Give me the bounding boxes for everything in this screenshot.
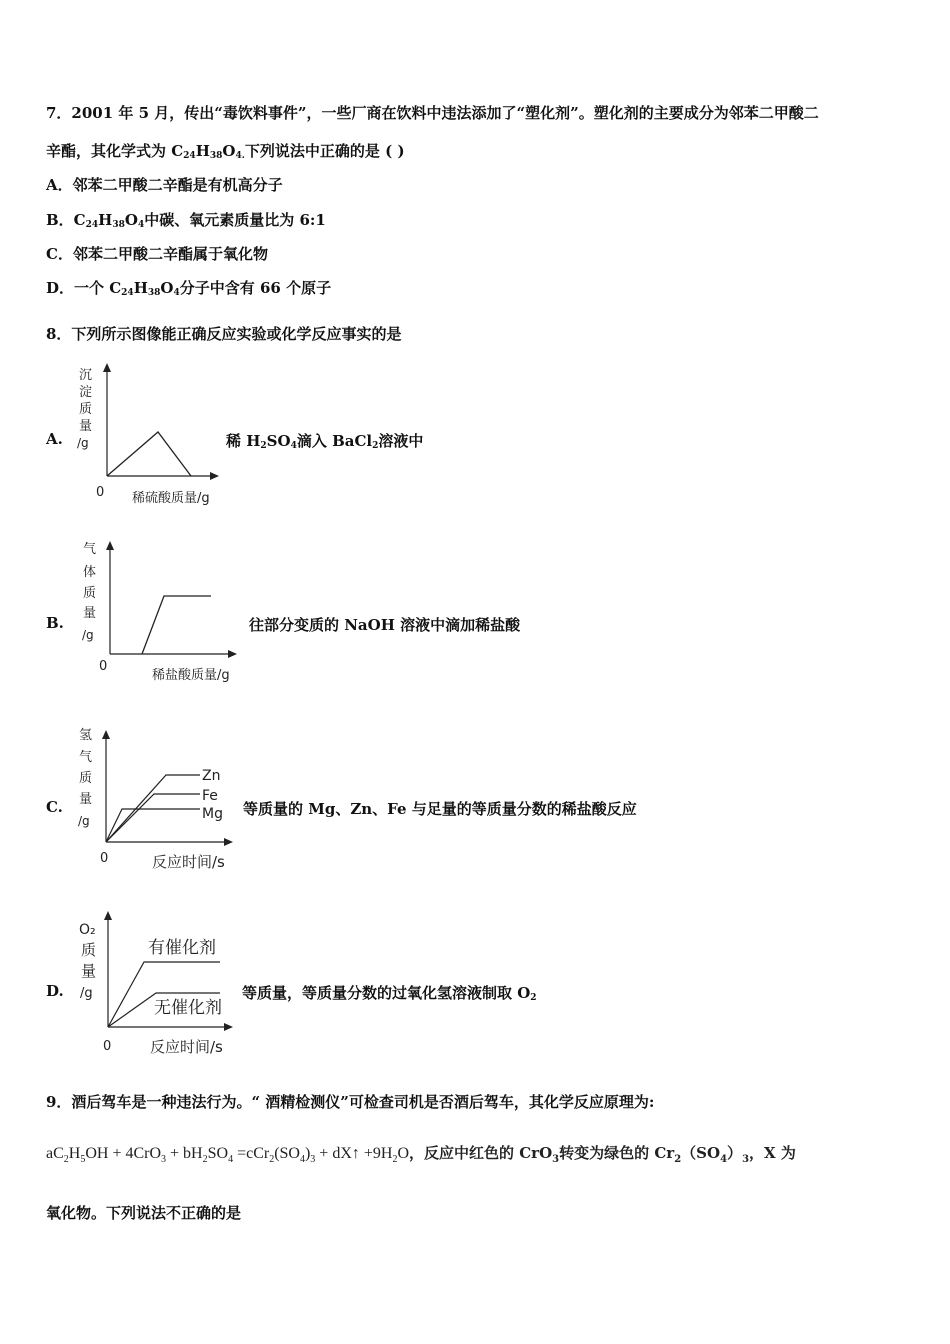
graph-c-x-arrow	[224, 838, 233, 846]
graph-a-y-arrow	[103, 363, 111, 372]
q7-option-c[interactable]: C．邻苯二甲酸二辛酯属于氧化物	[46, 245, 268, 263]
graph-b-x-arrow	[228, 650, 237, 658]
q9-stem: 9．酒后驾车是一种违法行为。“ 酒精检测仪”可检查司机是否酒后驾车，其化学反应原理为:	[46, 1093, 655, 1111]
graph-d-xlabel: 反应时间/s	[150, 1038, 223, 1056]
graph-b-ylabel-0: 气	[83, 542, 97, 557]
q7-option-b[interactable]: B．$C_{24}H_{38}O_4$中碳、氧元素质量比为 6:1	[46, 211, 326, 230]
q8-option-b-desc: 往部分变质的 NaOH 溶液中滴加稀盐酸	[249, 616, 521, 634]
graph-b-curve	[142, 596, 211, 654]
graph-c-legend-mg: Mg	[202, 806, 223, 822]
graph-d-legend-catalyst: 有催化剂	[148, 938, 216, 958]
graph-c-ylabel-4: /g	[78, 814, 90, 828]
graph-c-legend-fe: Fe	[202, 788, 218, 804]
q8-graph-d	[70, 905, 250, 1055]
graph-a-ylabel-3: 量	[79, 419, 93, 434]
q9-stem-line3: 氧化物。下列说法不正确的是	[46, 1204, 242, 1222]
q8-graph-c	[70, 722, 250, 872]
graph-a-origin: 0	[96, 485, 105, 500]
graph-d-ylabel-0: O₂	[79, 922, 96, 938]
q8-option-d-desc: 等质量，等质量分数的过氧化氢溶液制取 $O_2$	[242, 984, 537, 1003]
q7-option-d[interactable]: D．一个 $C_{24}H_{38}O_4$分子中含有 66 个原子	[46, 279, 332, 298]
q7-option-a[interactable]: A．邻苯二甲酸二辛酯是有机高分子	[46, 176, 283, 194]
graph-d-ylabel-3: /g	[80, 986, 93, 1001]
q8-option-a-label[interactable]: A.	[46, 430, 63, 448]
graph-c-curve-fe	[106, 794, 200, 842]
graph-c-ylabel-1: 气	[79, 750, 93, 765]
graph-a-ylabel-4: /g	[77, 436, 89, 450]
graph-d-x-arrow	[224, 1023, 233, 1031]
graph-a-x-arrow	[210, 472, 219, 480]
q8-graph-a	[70, 360, 230, 510]
q8-graph-b	[70, 536, 250, 686]
graph-c-y-arrow	[102, 730, 110, 739]
graph-b-ylabel-2: 质	[83, 586, 97, 601]
graph-a-ylabel-2: 质	[79, 402, 93, 417]
graph-a-curve	[107, 432, 191, 476]
graph-b-ylabel-1: 体	[83, 565, 97, 580]
q7-stem-line2: 辛酯，其化学式为 $C_{24}H_{38}O_{4.}$下列说法中正确的是 ( )	[46, 142, 405, 161]
graph-b-xlabel: 稀盐酸质量/g	[152, 668, 230, 683]
graph-c-ylabel-3: 量	[79, 792, 93, 807]
q8-option-a-desc: 稀 $H_2SO_4$滴入 BaCl$_2$溶液中	[226, 432, 424, 451]
q8-option-d-label[interactable]: D.	[46, 982, 64, 1000]
q8-option-c-desc: 等质量的 Mg、Zn、Fe 与足量的等质量分数的稀盐酸反应	[243, 800, 637, 818]
q8-option-b-label[interactable]: B.	[46, 614, 64, 632]
graph-a-ylabel-0: 沉	[79, 368, 93, 383]
graph-d-ylabel-2: 量	[81, 962, 97, 980]
q8-option-c-label[interactable]: C.	[46, 798, 63, 816]
graph-b-ylabel-3: 量	[83, 606, 97, 621]
graph-a-xlabel: 稀硫酸质量/g	[132, 491, 210, 506]
q8-stem: 8．下列所示图像能正确反应实验或化学反应事实的是	[46, 325, 402, 343]
graph-c-origin: 0	[100, 851, 109, 866]
graph-c-legend-zn: Zn	[202, 768, 221, 784]
graph-b-ylabel-4: /g	[82, 628, 94, 642]
graph-c-xlabel: 反应时间/s	[152, 853, 225, 871]
graph-a-ylabel-1: 淀	[79, 385, 93, 400]
graph-c-ylabel-0: 氢	[79, 728, 93, 743]
q9-equation-tail: ，反应中红色的 CrO$_3$转变为绿色的 $Cr_2(SO_4)_3$，X 为	[409, 1144, 796, 1165]
graph-b-y-arrow	[106, 541, 114, 550]
graph-d-ylabel-1: 质	[81, 941, 97, 959]
graph-d-legend-no-catalyst: 无催化剂	[154, 998, 222, 1018]
q9-reaction-equation: $aC_2H_5OH + 4CrO_3 + bH_2SO_4 =cCr_2(SO_4)_3$ + dX↑ $+9H_2O$，反应中红色的 CrO$_3$转变为绿色的 $Cr_2(SO_4)_3$，X 为	[46, 1144, 796, 1165]
q7-stem-line1: 7．2001 年 5 月，传出“毒饮料事件”，一些厂商在饮料中违法添加了“塑化剂”。塑化剂的主要成分为邻苯二甲酸二	[46, 104, 819, 122]
graph-d-origin: 0	[103, 1039, 112, 1054]
graph-d-y-arrow	[104, 911, 112, 920]
graph-b-origin: 0	[99, 659, 108, 674]
graph-c-ylabel-2: 质	[79, 771, 93, 786]
